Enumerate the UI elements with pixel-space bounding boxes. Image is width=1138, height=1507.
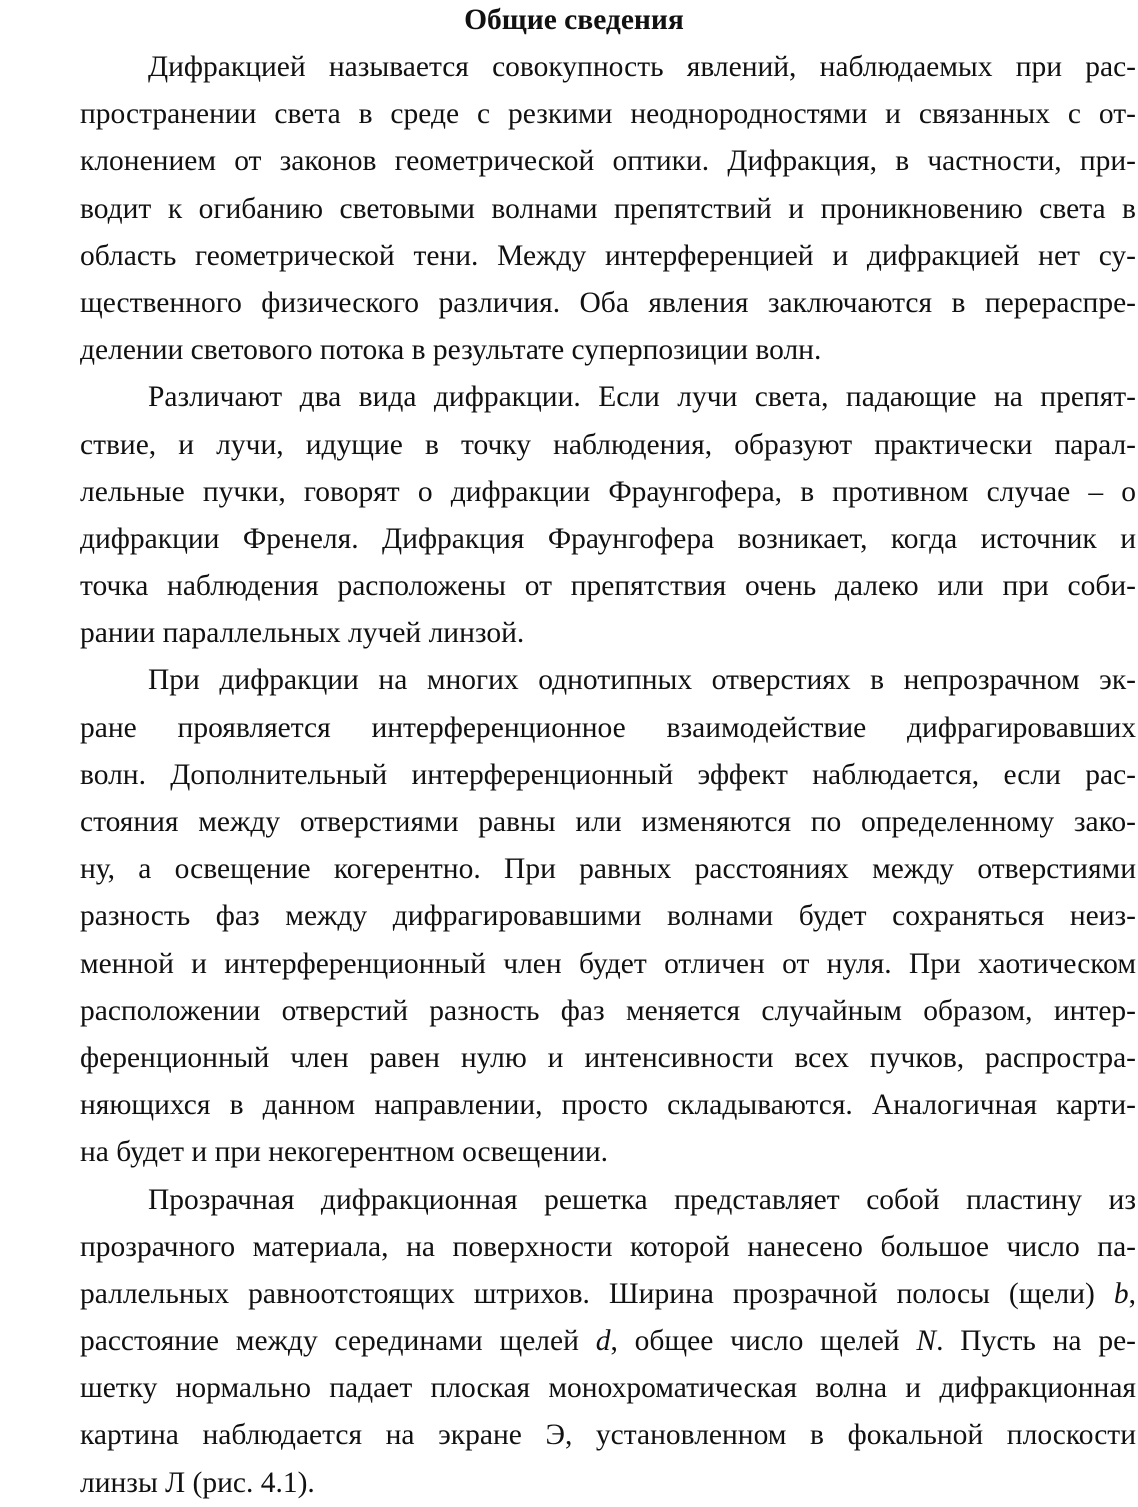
text-line: При дифракции на многих однотипных отверстиях в непрозрачном эк- xyxy=(148,664,1136,697)
text-line: область геометрической тени. Между интерференцией и дифракцией нет су- xyxy=(80,239,1136,272)
text-line: прозрачного материала, на поверхности которой нанесено большое число па- xyxy=(80,1230,1136,1263)
text-line: ране проявляется интерференционное взаимодействие дифрагировавших xyxy=(80,711,1136,744)
text-line-with-variable xyxy=(12,1271,1136,1318)
text-line: пространении света в среде с резкими неоднородностями и связанных с от- xyxy=(80,98,1136,131)
text-segment: раллельных равноотстоящих штрихов. Ширина прозрачной полосы (щели) xyxy=(80,1277,1114,1310)
paragraph-4 xyxy=(12,1177,1136,1507)
paragraph-3 xyxy=(12,657,1136,1176)
text-line: картина наблюдается на экране Э, установленном в фокальной плоскости xyxy=(80,1419,1136,1452)
text-line: менной и интерференционный член будет отличен от нуля. При хаотическом xyxy=(80,947,1136,980)
text-line: точка наблюдения расположены от препятствия очень далеко или при соби- xyxy=(80,570,1136,603)
variable-N: N xyxy=(916,1325,937,1358)
text-line: разность фаз между дифрагировавшими волнами будет сохраняться неиз- xyxy=(80,900,1136,933)
variable-b: b xyxy=(1113,1277,1129,1310)
text-line: щественного физического различия. Оба явления заключаются в перераспре- xyxy=(80,286,1136,319)
text-line: рании параллельных лучей линзой. xyxy=(80,617,525,650)
text-segment: , общее число щелей xyxy=(610,1325,917,1358)
text-line: расположении отверстий разность фаз меняется случайным образом, интер- xyxy=(80,994,1136,1027)
text-segment: . Пусть на ре- xyxy=(936,1325,1137,1358)
text-line-with-variables xyxy=(12,1318,1136,1365)
text-line: ну, а освещение когерентно. При равных расстояниях между отверстиями xyxy=(80,853,1136,886)
text-line: клонением от законов геометрической оптики. Дифракция, в частности, при- xyxy=(80,145,1136,178)
text-line: водит к огибанию световыми волнами препятствий и проникновению света в xyxy=(80,192,1136,225)
document-page xyxy=(12,0,1136,1507)
text-line: на будет и при некогерентном освещении. xyxy=(80,1136,609,1169)
text-line: ференционный член равен нулю и интенсивности всех пучков, распростра- xyxy=(80,1041,1136,1074)
text-line: волн. Дополнительный интерференционный эффект наблюдается, если рас- xyxy=(80,758,1136,791)
paragraph-2 xyxy=(12,374,1136,657)
text-line: шетку нормально падает плоская монохроматическая волна и дифракционная xyxy=(80,1372,1136,1405)
text-line: линзы Л (рис. 4.1). xyxy=(80,1466,315,1499)
text-line: стояния между отверстиями равны или изменяются по определенному зако- xyxy=(80,806,1136,838)
text-segment: , xyxy=(1128,1277,1136,1310)
text-line: дифракции Френеля. Дифракция Фраунгофера возникает, когда источник и xyxy=(80,522,1136,555)
variable-d: d xyxy=(595,1325,611,1358)
text-line: Различают два вида дифракции. Если лучи света, падающие на препят- xyxy=(148,381,1136,414)
text-line: делении светового потока в результате суперпозиции волн. xyxy=(80,334,822,367)
text-line: лельные пучки, говорят о дифракции Фраунгофера, в противном случае – о xyxy=(80,475,1136,508)
text-line: Прозрачная дифракционная решетка представляет собой пластину из xyxy=(148,1183,1136,1216)
section-title: Общие сведения xyxy=(464,4,684,36)
paragraph-1 xyxy=(12,44,1136,374)
text-line: Дифракцией называется совокупность явлений, наблюдаемых при рас- xyxy=(148,51,1136,83)
text-segment: расстояние между серединами щелей xyxy=(80,1325,596,1358)
text-line: ствие, и лучи, идущие в точку наблюдения, образуют практически парал- xyxy=(80,428,1136,461)
text-line: няющихся в данном направлении, просто складываются. Аналогичная карти- xyxy=(80,1089,1136,1122)
